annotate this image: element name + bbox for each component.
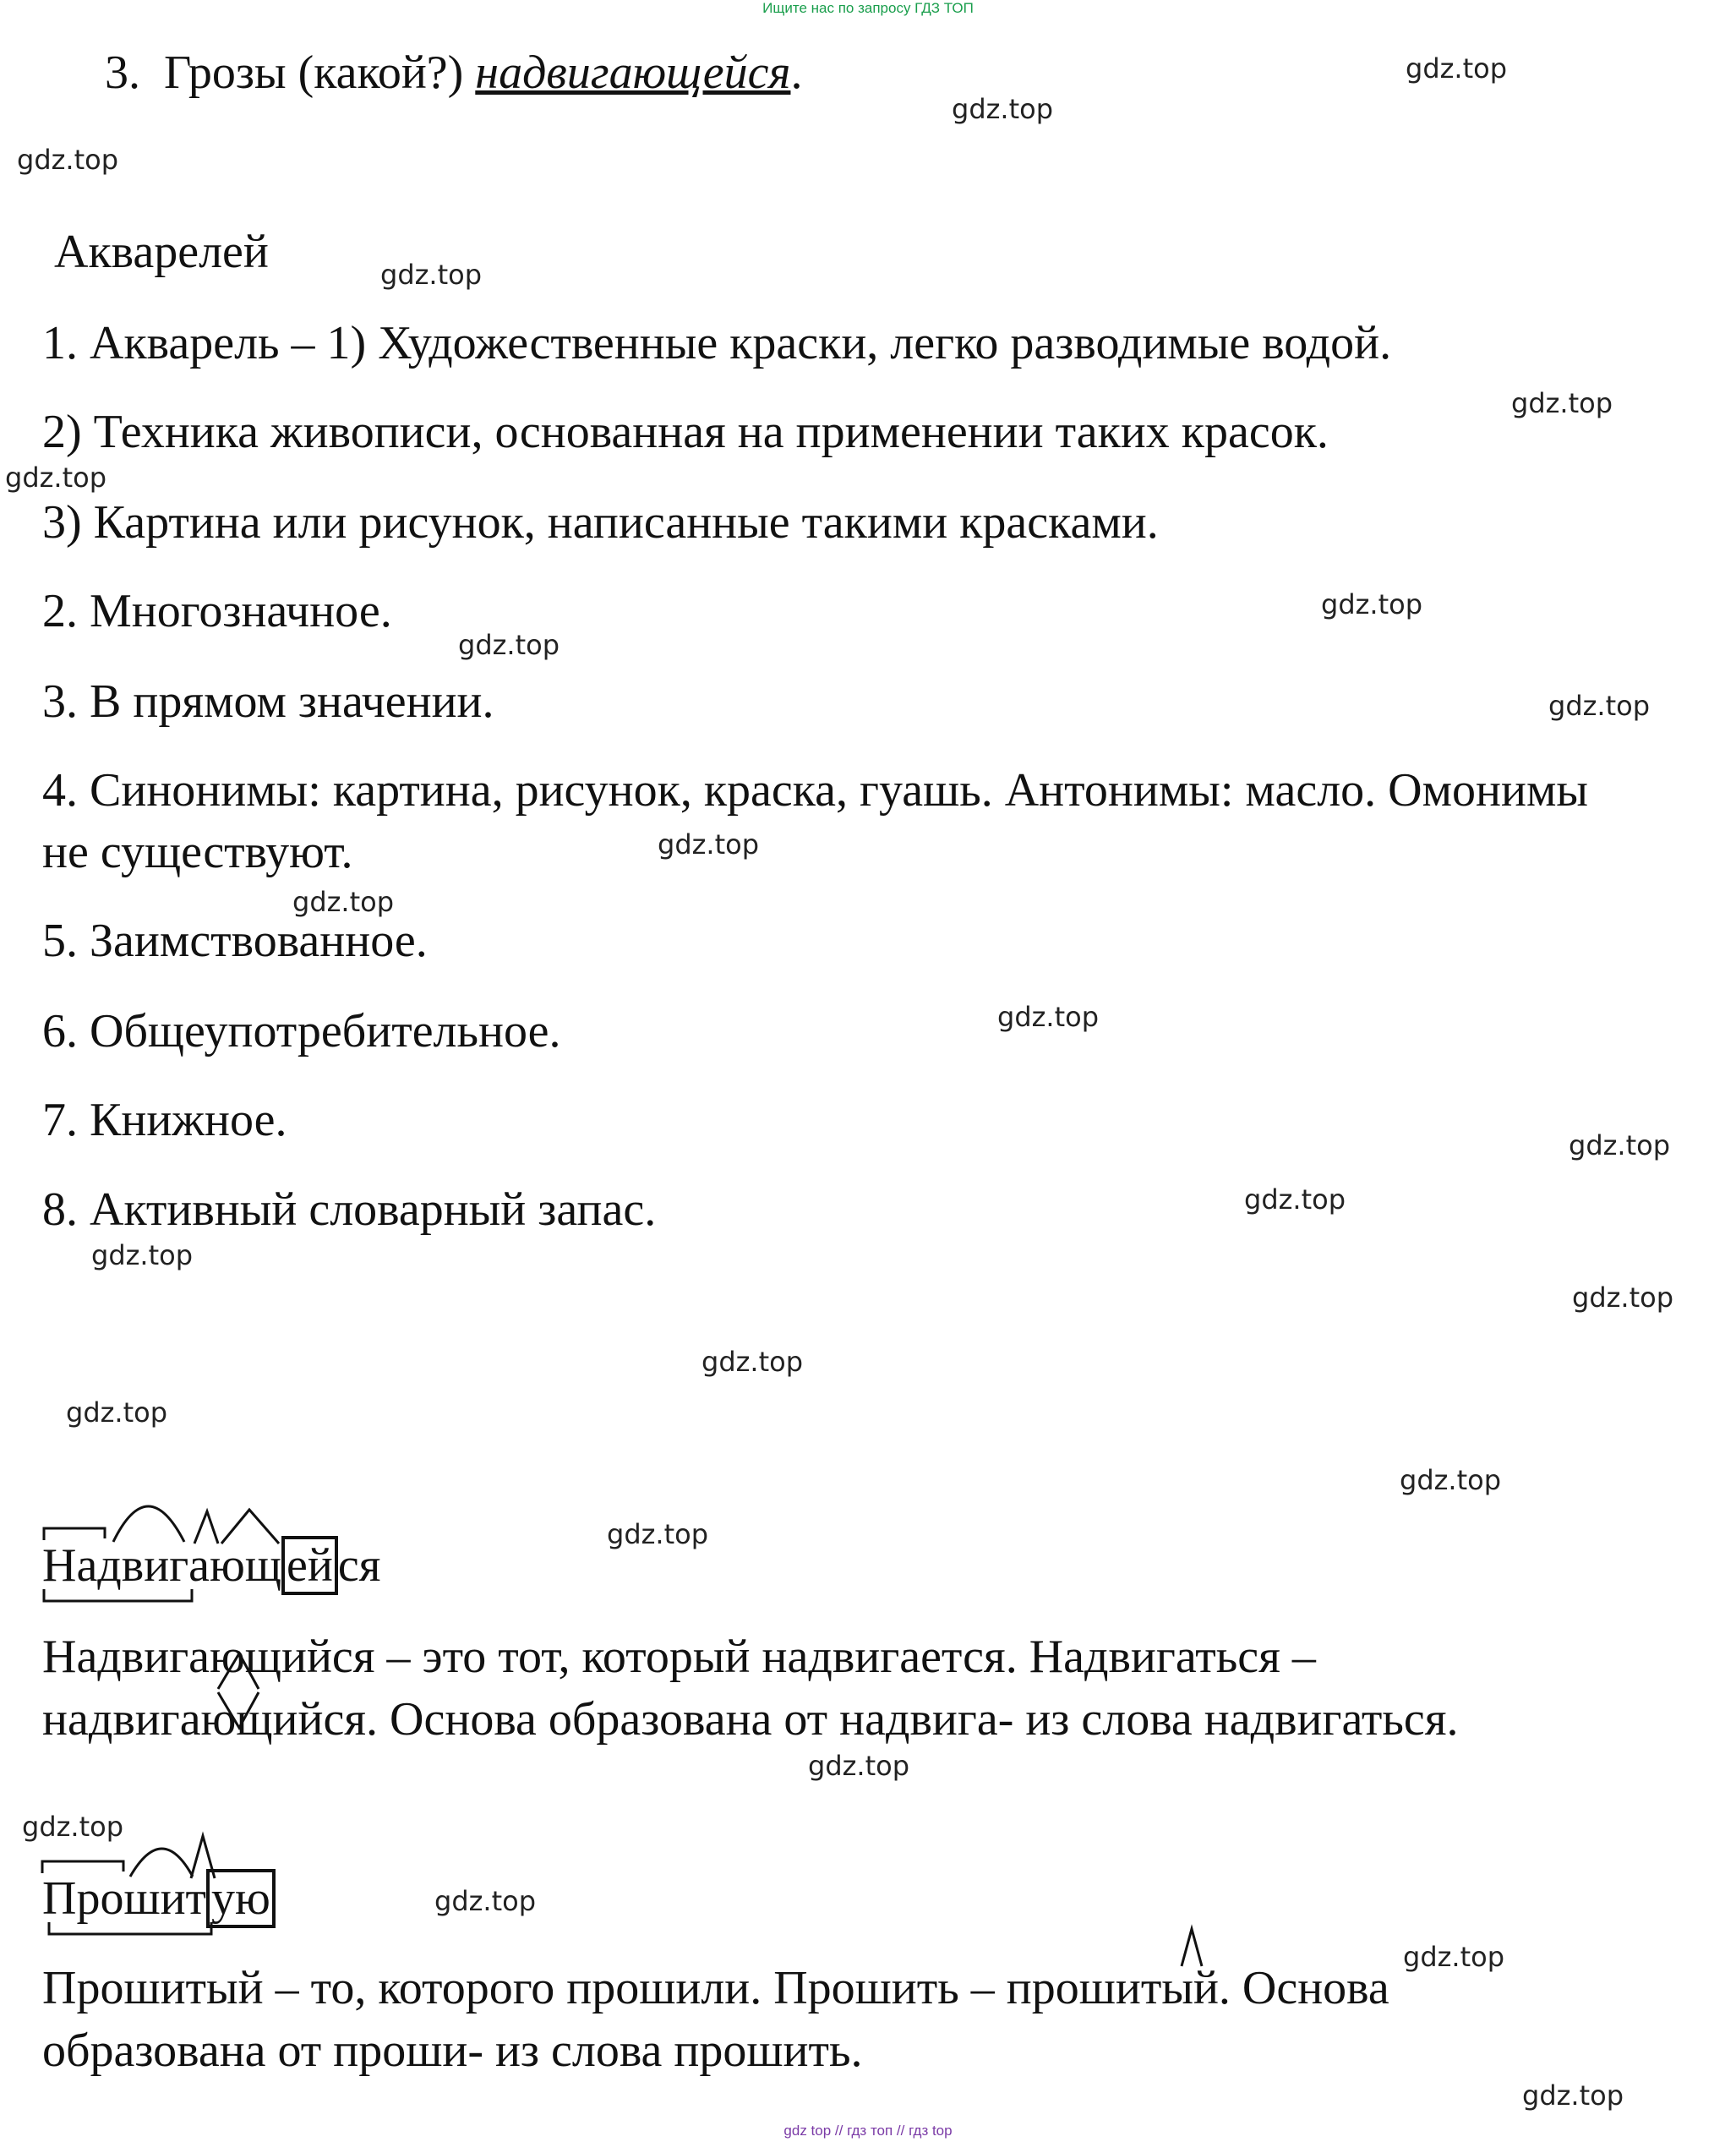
- item-3-line: [105, 46, 803, 99]
- answer-line: 8. Активный словарный запас.: [42, 1183, 657, 1236]
- watermark: gdz.top: [1321, 588, 1423, 620]
- watermark: gdz.top: [997, 1001, 1100, 1033]
- watermark: gdz.top: [380, 259, 483, 291]
- watermark: gdz.top: [1548, 690, 1651, 722]
- watermark: gdz.top: [1406, 52, 1508, 85]
- suffix-mark: [221, 1510, 279, 1544]
- answer-line: 3) Картина или рисунок, написанные такими красками.: [42, 496, 1159, 549]
- watermark: gdz.top: [658, 828, 760, 861]
- morpheme-word-2: [42, 1872, 276, 1925]
- watermark: gdz.top: [1522, 2079, 1624, 2112]
- item-3-text: Грозы (какой?): [164, 46, 464, 99]
- watermark: gdz.top: [91, 1239, 194, 1271]
- watermark: gdz.top: [458, 629, 560, 661]
- watermark: gdz.top: [607, 1518, 709, 1550]
- word-2-ending: ую: [206, 1869, 276, 1928]
- section-title: Акварелей: [54, 226, 269, 278]
- item-3-word: надвигающейся: [475, 46, 791, 99]
- answer-line: 5. Заимствованное.: [42, 915, 428, 967]
- answer-line: 1. Акварель – 1) Художественные краски, легко разводимые водой.: [42, 317, 1392, 369]
- watermark: gdz.top: [66, 1396, 168, 1429]
- watermark: gdz.top: [17, 144, 119, 176]
- morpheme-word-1: [42, 1539, 381, 1592]
- watermark: gdz.top: [292, 886, 395, 918]
- watermark: gdz.top: [952, 93, 1054, 125]
- explanation-line: Прошитый – то, которого прошили. Прошить – прошитый. Основа: [42, 1962, 1389, 2014]
- explanation-line: Надвигающийся – это тот, который надвигается. Надвигаться –: [42, 1631, 1316, 1683]
- prefix-mark: [42, 1861, 123, 1873]
- watermark: gdz.top: [1511, 387, 1613, 419]
- footer-bar: gdz top // гдз топ // гдз top: [783, 2123, 953, 2139]
- answer-line: 4. Синонимы: картина, рисунок, краска, гуашь. Антонимы: масло. Омонимы: [42, 764, 1589, 817]
- watermark: gdz.top: [5, 462, 107, 494]
- answer-line: 2) Техника живописи, основанная на применении таких красок.: [42, 406, 1329, 458]
- suffix-mark: [1182, 1929, 1202, 1966]
- watermark: gdz.top: [22, 1811, 124, 1843]
- watermark: gdz.top: [1400, 1464, 1502, 1496]
- item-3-dot: .: [790, 46, 803, 99]
- answer-line: 7. Книжное.: [42, 1094, 287, 1146]
- word-1-stem: Надвигающ: [42, 1539, 281, 1592]
- item-3-number: 3.: [105, 46, 140, 99]
- answer-line: 6. Общеупотребительное.: [42, 1005, 561, 1057]
- explanation-line: образована от проши- из слова прошить.: [42, 2025, 863, 2077]
- watermark: gdz.top: [808, 1750, 910, 1782]
- answer-line: 2. Многозначное.: [42, 585, 392, 637]
- word-1-ending: ей: [281, 1536, 338, 1595]
- prefix-mark: [44, 1528, 105, 1540]
- watermark: gdz.top: [1569, 1129, 1671, 1161]
- watermark: gdz.top: [1403, 1941, 1505, 1973]
- explanation-line: надвигающийся. Основа образована от надвига- из слова надвигаться.: [42, 1693, 1459, 1746]
- watermark: gdz.top: [1572, 1281, 1674, 1314]
- answer-line: 3. В прямом значении.: [42, 675, 494, 728]
- watermark: gdz.top: [1244, 1183, 1346, 1216]
- word-2-stem: Прошит: [42, 1872, 207, 1925]
- answer-line: не существуют.: [42, 826, 353, 878]
- word-1-suffix: ся: [337, 1539, 381, 1592]
- watermark: gdz.top: [434, 1885, 537, 1917]
- watermark: gdz.top: [701, 1346, 804, 1378]
- root-arc: [113, 1506, 184, 1542]
- top-banner: Ищите нас по запросу ГДЗ ТОП: [762, 0, 974, 16]
